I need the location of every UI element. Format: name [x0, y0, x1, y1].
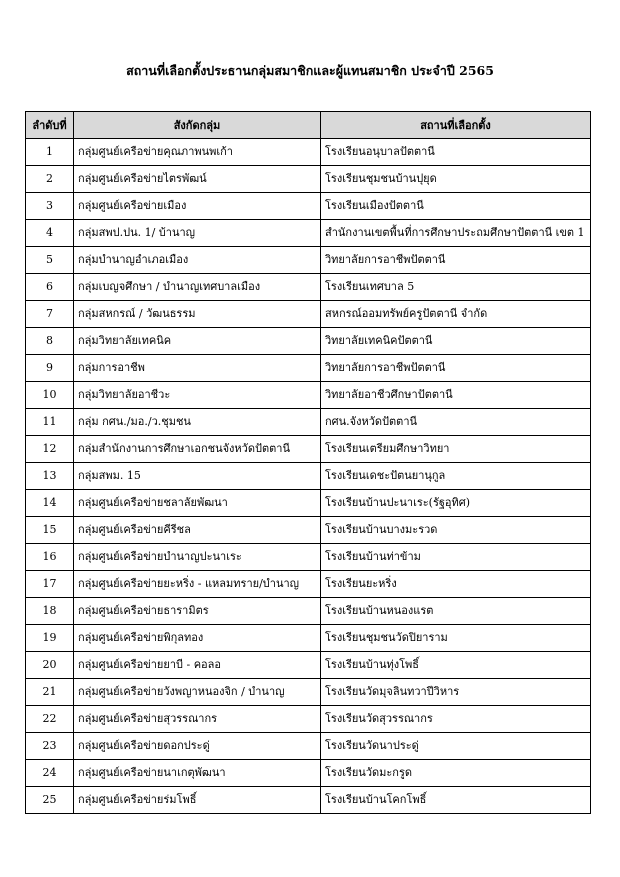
row-order-number: 8 [26, 328, 74, 355]
table-row [26, 409, 591, 436]
row-order-number: 25 [26, 787, 74, 814]
table-row [26, 706, 591, 733]
row-group-name: กลุ่มบำนาญอำเภอเมือง [74, 247, 321, 274]
row-group-name: กลุ่มการอาชีพ [74, 355, 321, 382]
row-order-number: 5 [26, 247, 74, 274]
row-election-place: โรงเรียนบ้านทุ่งโพธิ์ [321, 652, 591, 679]
row-election-place: โรงเรียนเมืองปัตตานี [321, 193, 591, 220]
row-order-number: 19 [26, 625, 74, 652]
row-election-place: โรงเรียนวัดมุจลินทวาปีวิหาร [321, 679, 591, 706]
header-election-place: สถานที่เลือกตั้ง [321, 112, 591, 139]
row-group-name: กลุ่มศูนย์เครือข่ายไตรพัฒน์ [74, 166, 321, 193]
table-row [26, 787, 591, 814]
row-election-place: กศน.จังหวัดปัตตานี [321, 409, 591, 436]
row-election-place: โรงเรียนยะหริ่ง [321, 571, 591, 598]
table-row [26, 436, 591, 463]
row-group-name: กลุ่มศูนย์เครือข่ายชลาลัยพัฒนา [74, 490, 321, 517]
row-election-place: โรงเรียนชุมชนวัดปิยาราม [321, 625, 591, 652]
table-row [26, 247, 591, 274]
row-order-number: 21 [26, 679, 74, 706]
row-order-number: 24 [26, 760, 74, 787]
table-row [26, 679, 591, 706]
row-order-number: 13 [26, 463, 74, 490]
row-order-number: 7 [26, 301, 74, 328]
row-election-place: โรงเรียนวัดมะกรูด [321, 760, 591, 787]
row-order-number: 1 [26, 139, 74, 166]
row-order-number: 3 [26, 193, 74, 220]
table-row [26, 220, 591, 247]
row-group-name: กลุ่มวิทยาลัยเทคนิค [74, 328, 321, 355]
table-row [26, 139, 591, 166]
row-election-place: โรงเรียนเตรียมศึกษาวิทยา [321, 436, 591, 463]
row-election-place: วิทยาลัยอาชีวศึกษาปัตตานี [321, 382, 591, 409]
row-order-number: 15 [26, 517, 74, 544]
row-election-place: โรงเรียนชุมชนบ้านปุยุด [321, 166, 591, 193]
row-group-name: กลุ่มศูนย์เครือข่ายพิกุลทอง [74, 625, 321, 652]
row-order-number: 22 [26, 706, 74, 733]
table-body [26, 139, 591, 814]
row-group-name: กลุ่มศูนย์เครือข่ายธารามิตร [74, 598, 321, 625]
row-order-number: 16 [26, 544, 74, 571]
table-row [26, 166, 591, 193]
row-election-place: วิทยาลัยการอาชีพปัตตานี [321, 247, 591, 274]
row-group-name: กลุ่มสหกรณ์ / วัฒนธรรม [74, 301, 321, 328]
document-title: สถานที่เลือกตั้งประธานกลุ่มสมาชิกและผู้แทนสมาชิก ประจำปี 2565 [126, 63, 494, 78]
row-group-name: กลุ่มศูนย์เครือข่ายยาบี - คอลอ [74, 652, 321, 679]
row-group-name: กลุ่มศูนย์เครือข่ายนาเกตุพัฒนา [74, 760, 321, 787]
table-row [26, 463, 591, 490]
row-election-place: โรงเรียนบ้านท่าข้าม [321, 544, 591, 571]
table-row [26, 193, 591, 220]
row-order-number: 10 [26, 382, 74, 409]
row-election-place: สหกรณ์ออมทรัพย์ครูปัตตานี จำกัด [321, 301, 591, 328]
row-election-place: วิทยาลัยเทคนิคปัตตานี [321, 328, 591, 355]
table-row [26, 625, 591, 652]
row-election-place: โรงเรียนเทศบาล 5 [321, 274, 591, 301]
table-row [26, 355, 591, 382]
table-row [26, 571, 591, 598]
table-row [26, 301, 591, 328]
row-group-name: กลุ่มศูนย์เครือข่ายเมือง [74, 193, 321, 220]
table-row [26, 490, 591, 517]
row-group-name: กลุ่มสำนักงานการศึกษาเอกชนจังหวัดปัตตานี [74, 436, 321, 463]
row-election-place: วิทยาลัยการอาชีพปัตตานี [321, 355, 591, 382]
row-order-number: 6 [26, 274, 74, 301]
row-order-number: 4 [26, 220, 74, 247]
row-order-number: 2 [26, 166, 74, 193]
row-group-name: กลุ่มศูนย์เครือข่ายร่มโพธิ์ [74, 787, 321, 814]
table-row [26, 733, 591, 760]
table-row [26, 274, 591, 301]
row-election-place: โรงเรียนบ้านบางมะรวด [321, 517, 591, 544]
row-election-place: โรงเรียนบ้านหนองแรต [321, 598, 591, 625]
header-group: สังกัดกลุ่ม [74, 112, 321, 139]
table-row [26, 760, 591, 787]
row-group-name: กลุ่มศูนย์เครือข่ายสุวรรณากร [74, 706, 321, 733]
table-header-row [26, 112, 591, 139]
row-election-place: โรงเรียนวัดนาประดู่ [321, 733, 591, 760]
row-group-name: กลุ่ม กศน./มอ./ว.ชุมชน [74, 409, 321, 436]
row-group-name: กลุ่มศูนย์เครือข่ายคีรีชล [74, 517, 321, 544]
row-order-number: 23 [26, 733, 74, 760]
row-order-number: 17 [26, 571, 74, 598]
row-group-name: กลุ่มศูนย์เครือข่ายยะหริ่ง - แหลมทราย/บำนาญ [74, 571, 321, 598]
election-location-table [25, 111, 591, 814]
row-order-number: 12 [26, 436, 74, 463]
row-election-place: โรงเรียนวัดสุวรรณากร [321, 706, 591, 733]
row-group-name: กลุ่มศูนย์เครือข่ายบำนาญปะนาเระ [74, 544, 321, 571]
row-order-number: 9 [26, 355, 74, 382]
row-election-place: โรงเรียนบ้านปะนาเระ(รัฐอุทิศ) [321, 490, 591, 517]
table-row [26, 598, 591, 625]
table-row [26, 328, 591, 355]
row-election-place: สำนักงานเขตพื้นที่การศึกษาประถมศึกษาปัตตานี เขต 1 [321, 220, 591, 247]
table-row [26, 544, 591, 571]
table-row [26, 382, 591, 409]
row-group-name: กลุ่มสพม. 15 [74, 463, 321, 490]
row-election-place: โรงเรียนอนุบาลปัตตานี [321, 139, 591, 166]
row-election-place: โรงเรียนบ้านโคกโพธิ์ [321, 787, 591, 814]
row-group-name: กลุ่มสพป.ปน. 1/ บ้านาญ [74, 220, 321, 247]
row-order-number: 20 [26, 652, 74, 679]
row-group-name: กลุ่มวิทยาลัยอาชีวะ [74, 382, 321, 409]
row-group-name: กลุ่มศูนย์เครือข่ายคุณภาพนพเก้า [74, 139, 321, 166]
table-row [26, 652, 591, 679]
header-order-number: ลำดับที่ [26, 112, 74, 139]
row-order-number: 18 [26, 598, 74, 625]
row-group-name: กลุ่มเบญจศึกษา / บำนาญเทศบาลเมือง [74, 274, 321, 301]
row-order-number: 14 [26, 490, 74, 517]
row-group-name: กลุ่มศูนย์เครือข่ายดอกประดู่ [74, 733, 321, 760]
table-row [26, 517, 591, 544]
row-order-number: 11 [26, 409, 74, 436]
row-group-name: กลุ่มศูนย์เครือข่ายวังพญาหนองจิก / บำนาญ [74, 679, 321, 706]
row-election-place: โรงเรียนเดชะปัตนยานุกูล [321, 463, 591, 490]
